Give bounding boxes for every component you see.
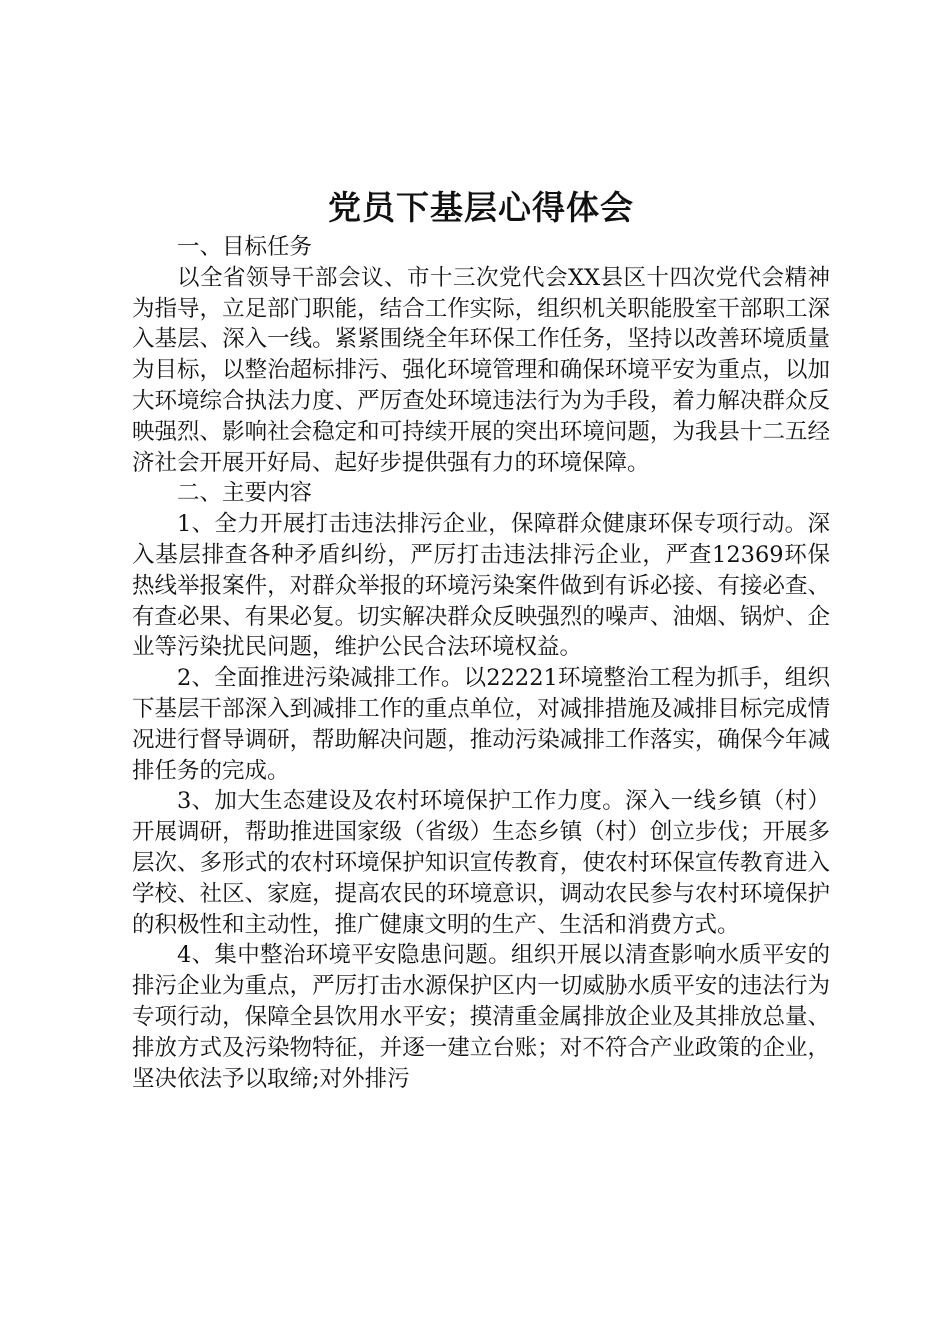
paragraph-item-4: 4、集中整治环境平安隐患问题。组织开展以清查影响水质平安的排污企业为重点，严厉打击水源保护区内一切威胁水质平安的违法行为专项行动，保障全县饮用水平安；摸清重金属排放企业及其排放总量、排放方式及污染物特征，并逐一建立台账；对不符合产业政策的企业，坚决依法予以取缔;对外排污: [132, 942, 830, 1092]
paragraph-item-2: 2、全面推进污染减排工作。以22221环境整治工程为抓手，组织下基层干部深入到减排工作的重点单位，对减排措施及减排目标完成情况进行督导调研，帮助解决问题，推动污染减排工作落实，确保今年减排任务的完成。: [132, 665, 830, 784]
paragraph-item-1: 1、全力开展打击违法排污企业，保障群众健康环保专项行动。深入基层排查各种矛盾纠纷，严厉打击违法排污企业，严查12369环保热线举报案件，对群众举报的环境污染案件做到有诉必接、有接必查、有查必果、有果必复。切实解决群众反映强烈的噪声、油烟、锅炉、企业等污染扰民问题，维护公民合法环境权益。: [132, 511, 830, 661]
section-heading-content: 二、主要内容: [177, 480, 313, 507]
section-heading-goals: 一、目标任务: [177, 234, 313, 260]
document-page: [132, 186, 830, 1094]
paragraph-item-3: 3、加大生态建设及农村环境保护工作力度。深入一线乡镇（村）开展调研，帮助推进国家级（省级）生态乡镇（村）创立步伐；开展多层次、多形式的农村环境保护知识宣传教育，使农村环保宣传教育进入学校、社区、家庭，提高农民的环境意识，调动农民参与农村环境保护的积极性和主动性，推广健康文明的生产、生活和消费方式。: [132, 788, 830, 938]
paragraph-goals-body: 以全省领导干部会议、市十三次党代会XX县区十四次党代会精神为指导，立足部门职能，结合工作实际，组织机关职能股室干部职工深入基层、深入一线。紧紧围绕全年环保工作任务，坚持以改善环境质量为目标，以整治超标排污、强化环境管理和确保环境平安为重点，以加大环境综合执法力度、严厉查处环境违法行为为手段，着力解决群众反映强烈、影响社会稳定和可持续开展的突出环境问题，为我县十二五经济社会开展开好局、起好步提供强有力的环境保障。: [132, 264, 830, 476]
document-title: 党员下基层心得体会: [328, 188, 634, 227]
